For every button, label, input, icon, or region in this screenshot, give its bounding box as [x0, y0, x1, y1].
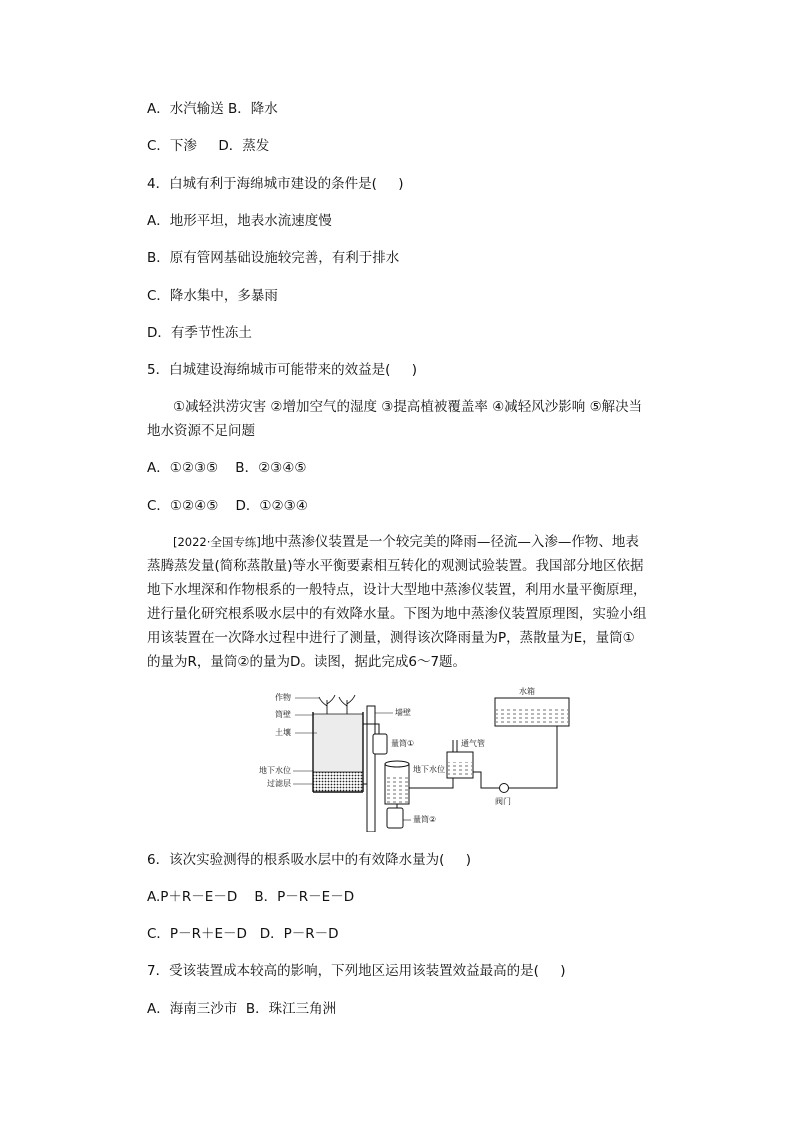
q5-items: ①减轻洪涝灾害 ②增加空气的湿度 ③提高植被覆盖率 ④减轻风沙影响 ⑤解决当地水资源不足问题 [147, 399, 643, 439]
q4-stem: 4．白城有利于海绵城市建设的条件是( ) [147, 176, 404, 192]
passage-source: [2022·全国专练] [173, 535, 261, 549]
label-valve: 阀门 [495, 797, 511, 806]
q5-stem: 5．白城建设海绵城市可能带来的效益是( ) [147, 362, 418, 378]
label-water-tank: 水箱 [519, 687, 535, 696]
label-cylinder-1: 量筒① [391, 739, 415, 748]
filter-layer-fill [313, 772, 363, 792]
q4-option-a: A．地形平坦，地表水流速度慢 [147, 213, 332, 229]
q5-options-ab: A．①②③⑤ B．②③④⑤ [147, 460, 307, 476]
q4-option-b: B．原有管网基础设施较完善，有利于排水 [147, 250, 400, 266]
q4-option-c: C．降水集中，多暴雨 [147, 288, 278, 304]
q3-options-cd: C．下渗 D．蒸发 [147, 138, 270, 154]
valve-icon [500, 784, 509, 793]
label-cylinder-wall: 筒壁 [275, 710, 291, 719]
q3-options-ab: A．水汽输送 B．降水 [147, 101, 278, 117]
passage [147, 530, 647, 674]
q7-options-ab: A．海南三沙市 B．珠江三角洲 [147, 1001, 337, 1017]
q4-option-d: D．有季节性冻土 [147, 325, 252, 341]
passage-text: 地中蒸渗仪装置是一个较完美的降雨—径流—入渗—作物、地表蒸腾蒸发量(简称蒸散量)等水平衡要素相互转化的观测试验装置。我国部分地区依据地下水埋深和作物根系的一般特点，设计大型地中蒸渗仪装置，利用水量平衡原理，进行量化研究根系吸水层中的有效降水量。下图为地中蒸渗仪装置原理图，实验小组用该装置在一次降水过程中进行了测量，测得该次降雨量为P，蒸散量为E，量筒①的量为R，量筒②的量为D。读图，据此完成6～7题。 [147, 534, 647, 670]
lysimeter-diagram [255, 684, 585, 832]
label-filter-layer: 过滤层 [267, 779, 291, 788]
crop-plants [319, 695, 355, 714]
cylinder-1 [373, 734, 387, 754]
cylinder-2 [387, 808, 403, 828]
label-groundwater-level-2: 地下水位 [413, 765, 445, 774]
q6-options-ab: A.P＋R－E－D B．P－R－E－D [147, 889, 355, 905]
label-vent-pipe: 通气管 [461, 739, 485, 748]
label-wall: 墙壁 [395, 708, 411, 717]
label-cylinder-2: 量筒② [413, 815, 437, 824]
wall-post [367, 706, 375, 832]
q7-stem: 7．受该装置成本较高的影响，下列地区运用该装置效益最高的是( ) [147, 963, 566, 979]
label-crop: 作物 [275, 693, 291, 702]
q6-stem: 6．该次实验测得的根系吸水层中的有效降水量为( ) [147, 852, 472, 868]
q5-options-cd: C．①②④⑤ D．①②③④ [147, 498, 308, 514]
q6-options-cd: C．P－R＋E－D D．P－R－D [147, 926, 339, 942]
tank-pipe [473, 726, 557, 788]
label-groundwater-level: 地下水位 [259, 766, 291, 775]
label-soil: 土壤 [275, 728, 291, 737]
